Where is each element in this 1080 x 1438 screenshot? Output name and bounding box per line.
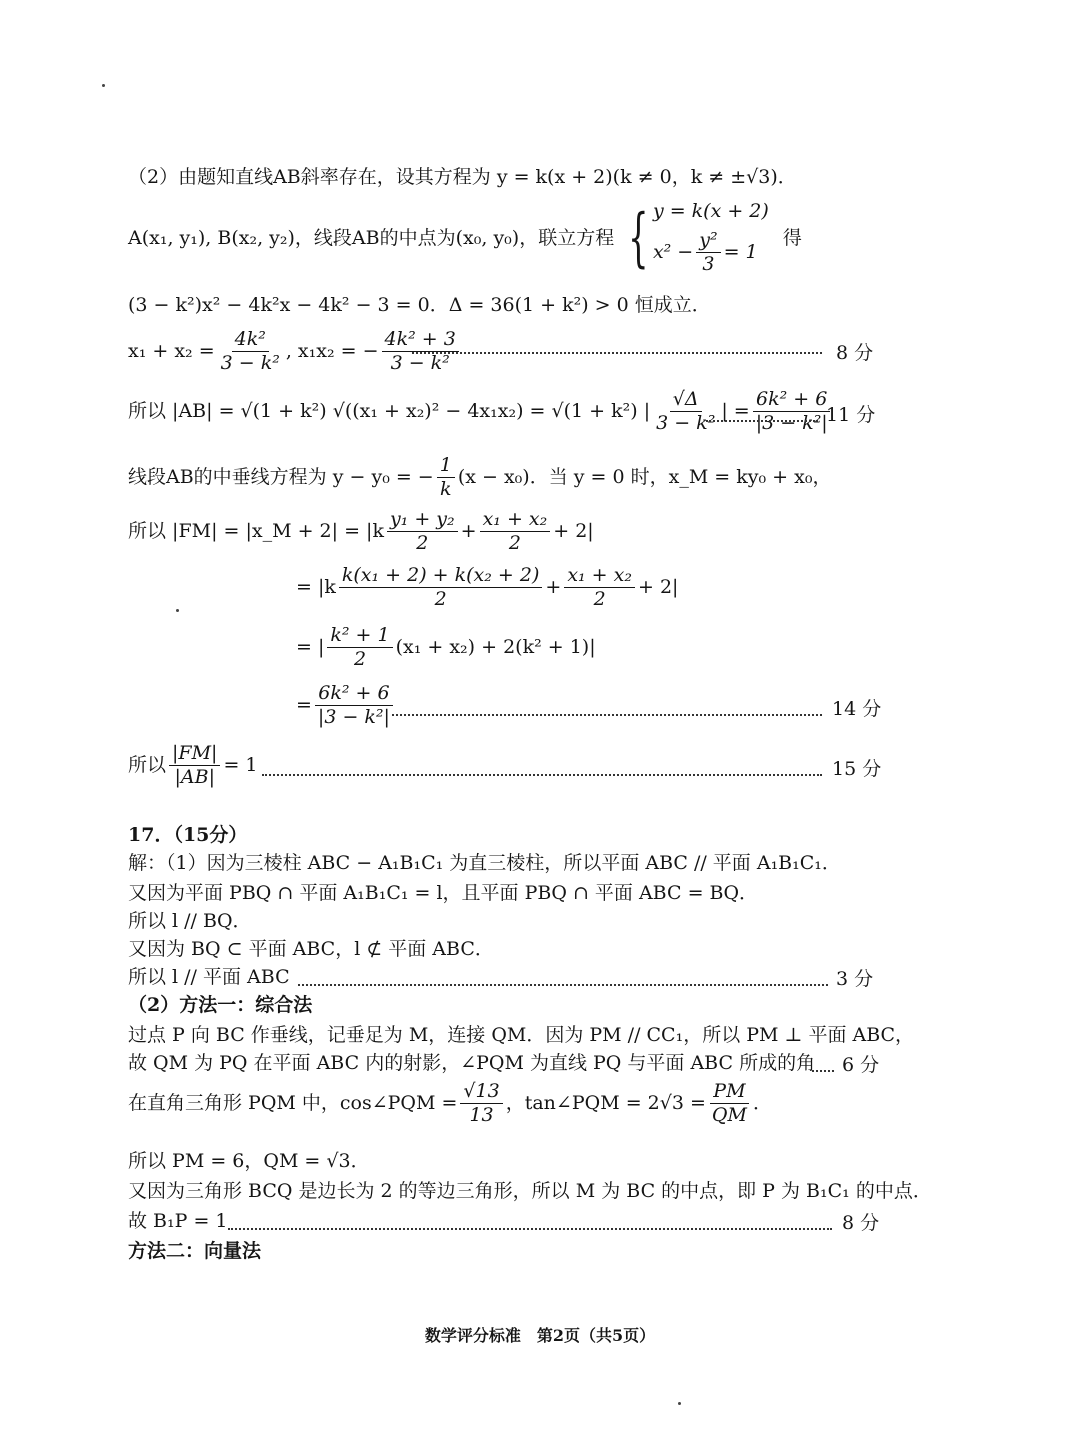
fraction-numerator: x₁ + x₂ xyxy=(564,566,635,588)
cos-lhs: 在直角三角形 PQM 中，cos∠PQM = xyxy=(128,1092,458,1114)
fraction-denominator: 2 xyxy=(353,648,367,670)
perpendicular-bisector-line xyxy=(128,456,831,499)
q17-line-4: 又因为 BQ ⊂ 平面 ABC，l ⊄ 平面 ABC． xyxy=(128,938,494,960)
system-eq2-fraction xyxy=(696,231,720,274)
scan-speck xyxy=(176,609,179,612)
perp-lhs: 线段AB的中垂线方程为 y − y₀ = − xyxy=(128,466,434,488)
fm4-lhs: = xyxy=(296,694,312,716)
tan-fraction xyxy=(709,1082,750,1125)
ratio-line xyxy=(128,744,258,787)
fm1-fraction-2 xyxy=(480,510,551,553)
score-14-points: 14 分 xyxy=(832,698,882,720)
method-1-title: （2）方法一：综合法 xyxy=(128,994,313,1016)
fraction-denominator: 3 − k² xyxy=(656,412,716,434)
fraction-numerator: k² + 1 xyxy=(327,626,392,648)
leader-dots xyxy=(706,420,818,422)
fm-step-1 xyxy=(128,510,594,553)
fraction-numerator: x₁ + x₂ xyxy=(480,510,551,532)
product-lhs: , x₁x₂ = − xyxy=(285,340,379,362)
leader-dots xyxy=(262,774,822,776)
fraction-numerator: 1 xyxy=(437,456,455,478)
fraction-denominator: k xyxy=(440,478,452,500)
scan-speck xyxy=(678,1402,681,1405)
fraction-numerator: √13 xyxy=(460,1082,502,1104)
fraction-numerator: 6k² + 6 xyxy=(753,390,830,412)
fraction-denominator: 13 xyxy=(469,1104,494,1126)
brace-icon: { xyxy=(628,201,649,275)
fraction-numerator: 4k² xyxy=(232,330,269,352)
fm3-fraction xyxy=(327,626,392,669)
part2-intro-line2 xyxy=(128,202,802,274)
fm3-rhs: (x₁ + x₂) + 2(k² + 1)| xyxy=(395,636,596,658)
score-15-points: 15 分 xyxy=(832,758,882,780)
system-eq2-lhs: x² − xyxy=(652,241,694,263)
equation-system xyxy=(618,202,769,274)
ratio-prefix: 所以 xyxy=(128,754,167,776)
sum-fraction xyxy=(218,330,283,373)
fm1-rhs: + 2| xyxy=(553,520,594,542)
fraction-numerator: 6k² + 6 xyxy=(315,684,392,706)
sum-lhs: x₁ + x₂ = xyxy=(128,340,215,362)
ratio-rhs: = 1 xyxy=(223,754,258,776)
fraction-numerator: k(x₁ + 2) + k(x₂ + 2) xyxy=(339,566,543,588)
plus-sign: + xyxy=(545,576,562,598)
fraction-numerator: √Δ xyxy=(670,390,702,412)
perp-rhs: (x − x₀)．当 y = 0 时，x_M = ky₀ + x₀， xyxy=(457,466,832,488)
fraction-denominator: QM xyxy=(711,1104,747,1126)
leader-dots xyxy=(298,984,828,986)
fraction-numerator: y² xyxy=(696,231,720,253)
ab-fraction-2 xyxy=(753,390,831,433)
score-3-points: 3 分 xyxy=(836,968,874,990)
fm1-lhs: 所以 |FM| = |x_M + 2| = |k xyxy=(128,520,384,542)
cos-fraction xyxy=(460,1082,502,1125)
score-11-points: 11 分 xyxy=(826,404,876,426)
fraction-numerator: y₁ + y₂ xyxy=(387,510,458,532)
fraction-denominator: |3 − k²| xyxy=(317,706,390,728)
method-1-line-3 xyxy=(128,1082,772,1125)
fm-step-2 xyxy=(296,566,678,609)
fm2-rhs: + 2| xyxy=(637,576,679,598)
score-8-points: 8 分 xyxy=(836,342,874,364)
method-1-line-5: 又因为三角形 BCQ 是边长为 2 的等边三角形，所以 M 为 BC 的中点，即 P 为 B₁C₁ 的中点． xyxy=(128,1180,932,1202)
q17-line-5: 所以 l // 平面 ABC xyxy=(128,966,290,988)
q17-line-3: 所以 l // BQ． xyxy=(128,910,252,932)
q17-line-2: 又因为平面 PBQ ∩ 平面 A₁B₁C₁ = l，且平面 PBQ ∩ 平面 ABC = BQ． xyxy=(128,882,759,904)
fraction-numerator: 4k² + 3 xyxy=(382,330,459,352)
system-eq2-rhs: = 1 xyxy=(723,241,758,263)
fm2-fraction-1 xyxy=(339,566,543,609)
ab-lhs: 所以 |AB| = √(1 + k²) √((x₁ + x₂)² − 4x₁x₂) = √(1 + k²) | xyxy=(128,400,651,422)
method-1-line-6: 故 B₁P = 1 xyxy=(128,1210,228,1232)
ratio-fraction xyxy=(169,744,220,787)
period: ． xyxy=(752,1092,772,1114)
de-text: 得 xyxy=(782,226,802,249)
q17-line-1: 解：（1）因为三棱柱 ABC − A₁B₁C₁ 为直三棱柱，所以平面 ABC // 平面 A₁B₁C₁． xyxy=(128,852,841,874)
ab-mid: | = xyxy=(721,400,750,422)
fm-step-3 xyxy=(296,626,596,669)
ab-fraction-1 xyxy=(653,390,718,433)
fraction-numerator: PM xyxy=(710,1082,748,1104)
fm4-fraction xyxy=(315,684,393,727)
fm2-lhs: = |k xyxy=(296,576,336,598)
leader-dots xyxy=(228,1228,832,1230)
system-equation-1: y = k(x + 2) xyxy=(652,200,769,222)
method-1-line-1: 过点 P 向 BC 作垂线，记垂足为 M，连接 QM．因为 PM // CC₁，所以 PM ⊥ 平面 ABC， xyxy=(128,1024,915,1046)
fm3-lhs: = | xyxy=(296,636,325,658)
score-8-points-b: 8 分 xyxy=(842,1212,880,1234)
plus-sign: + xyxy=(460,520,477,542)
method-2-title: 方法二：向量法 xyxy=(128,1240,262,1262)
score-6-points: 6 分 xyxy=(842,1054,880,1076)
part2-intro-line1: （2）由题知直线AB斜率存在，设其方程为 y = k(x + 2)(k ≠ 0，k ≠ ±√3)． xyxy=(128,166,797,188)
leader-dots xyxy=(812,1070,834,1072)
fraction-denominator: |3 − k²| xyxy=(755,412,828,434)
tan-expression: ，tan∠PQM = 2√3 = xyxy=(505,1092,706,1114)
fraction-denominator: 2 xyxy=(508,532,521,554)
fraction-denominator: 3 − k² xyxy=(220,352,280,374)
fraction-denominator: 2 xyxy=(593,588,606,610)
quadratic-line: (3 − k²)x² − 4k²x − 4k² − 3 = 0．Δ = 36(1 + k²) > 0 恒成立． xyxy=(128,294,711,316)
leader-dots xyxy=(392,714,822,716)
method-1-line-2: 故 QM 为 PQ 在平面 ABC 内的射影，∠PQM 为直线 PQ 与平面 ABC 所成的角 xyxy=(128,1052,816,1074)
fm1-fraction-1 xyxy=(387,510,458,553)
fm2-fraction-2 xyxy=(564,566,635,609)
fraction-denominator: 2 xyxy=(416,532,429,554)
leader-dots xyxy=(412,352,822,354)
fraction-numerator: |FM| xyxy=(169,744,220,766)
perp-fraction xyxy=(437,456,455,499)
scan-speck xyxy=(102,84,105,87)
fraction-denominator: 3 − k² xyxy=(390,352,450,374)
fraction-denominator: 3 xyxy=(702,253,715,275)
system-equation-2 xyxy=(653,231,769,274)
fraction-denominator: 2 xyxy=(434,588,447,610)
page-footer: 数学评分标准 第2页（共5页） xyxy=(424,1326,656,1345)
fraction-denominator: |AB| xyxy=(174,766,215,788)
fm-step-4 xyxy=(296,684,396,727)
part2-intro-text: A(x₁, y₁), B(x₂, y₂)，线段AB的中点为(x₀, y₀)，联立方程 xyxy=(128,226,615,249)
q17-header: 17．（15分） xyxy=(128,824,248,846)
method-1-line-4: 所以 PM = 6，QM = √3． xyxy=(128,1150,370,1172)
ab-length-line xyxy=(128,390,834,433)
